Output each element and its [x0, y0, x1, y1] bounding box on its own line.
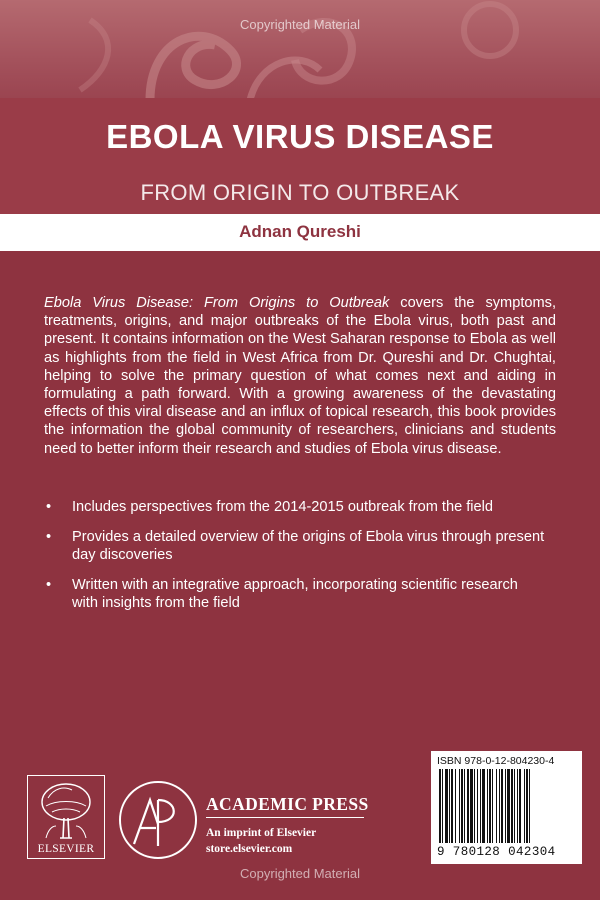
- bullet-text: Includes perspectives from the 2014-2015 outbreak from the field: [72, 499, 494, 515]
- book-author: Adnan Qureshi: [239, 222, 361, 241]
- watermark-top: Copyrighted Material: [240, 17, 360, 32]
- isbn-label: ISBN 978-0-12-804230-4: [437, 755, 555, 767]
- description-body: covers the symptoms, treatments, origins, and major outbreaks of the Ebola virus, both past and present. It contains information on the West Saharan response to Ebola as well as highlights from the field in West Africa from Dr. Qureshi and Dr. Chughtai, helping to solve the primary question of what comes next and aiding in formulating a path forward. With a growing awareness of the devastating effects of this viral disease and an influx of topical research, this book provides the information the global community of researchers, clinicians and students need to better inform their research and studies of Ebola virus disease.: [44, 295, 557, 457]
- feature-bullet-list: [46, 498, 546, 624]
- bullet-text: Provides a detailed overview of the origins of Ebola virus through present day discoveries: [72, 528, 545, 563]
- barcode-icon: [439, 769, 575, 843]
- elsevier-logo: [27, 775, 105, 859]
- academic-press-ap-icon: [116, 778, 200, 862]
- bullet-text: Written with an integrative approach, incorporating scientific research with insights from the field: [72, 576, 518, 611]
- publisher-imprint: An imprint of Elsevier: [206, 827, 317, 839]
- bullet-icon: •: [46, 576, 52, 593]
- publisher-divider: [206, 817, 364, 818]
- publisher-store-url: store.elsevier.com: [206, 843, 293, 855]
- virus-filament-art-icon: [0, 0, 600, 100]
- watermark-bottom: Copyrighted Material: [240, 866, 360, 881]
- barcode-number: 9 780128 042304: [437, 845, 556, 859]
- description-lead-title: Ebola Virus Disease: From Origins to Outbreak: [44, 295, 390, 311]
- bullet-icon: •: [46, 499, 52, 515]
- list-item: [46, 498, 546, 517]
- elsevier-tree-icon: [36, 780, 96, 842]
- book-subtitle: FROM ORIGIN TO OUTBREAK: [140, 180, 460, 205]
- book-description: [44, 294, 556, 458]
- publisher-name: ACADEMIC PRESS: [206, 794, 369, 814]
- elsevier-label: ELSEVIER: [37, 843, 95, 855]
- bullet-icon: •: [46, 528, 52, 545]
- list-item: [46, 576, 546, 613]
- book-title: EBOLA VIRUS DISEASE: [106, 118, 494, 155]
- cover-top-artwork: [0, 0, 600, 100]
- barcode-panel: [431, 751, 582, 864]
- list-item: [46, 528, 546, 565]
